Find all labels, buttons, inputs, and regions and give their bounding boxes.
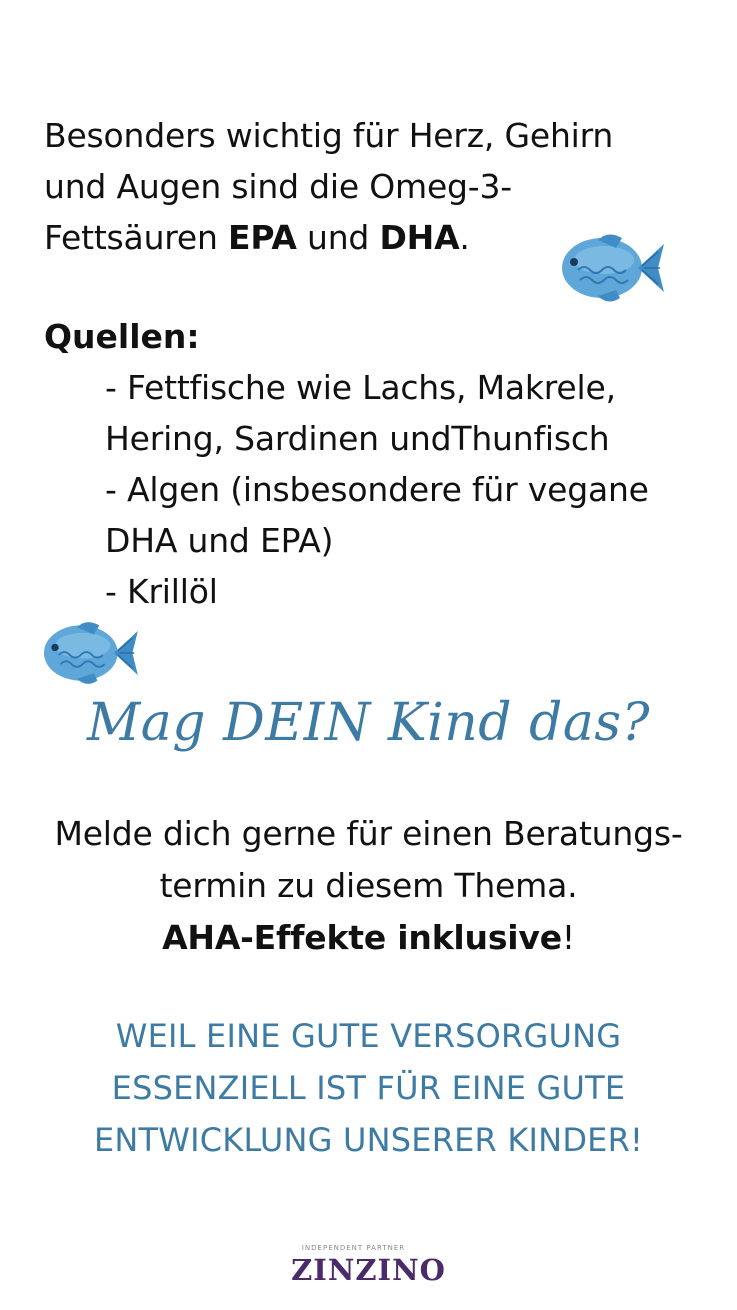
fish-icon [40, 618, 140, 688]
brand-logo [0, 1244, 737, 1287]
intro-period: . [459, 218, 470, 257]
epa-highlight: EPA [228, 218, 297, 257]
cta-exclaim: ! [561, 918, 575, 957]
call-to-action [0, 808, 737, 964]
intro-and: und [296, 218, 380, 257]
sources-heading: Quellen: [44, 317, 200, 356]
fish-icon [558, 230, 666, 306]
sources-item: DHA und EPA) [105, 521, 334, 560]
motto-line-2: ESSENZIELL IST FÜR EINE GUTE [111, 1069, 626, 1107]
sources-list [105, 362, 705, 617]
dha-highlight: DHA [379, 218, 460, 257]
sources-item: - Fettfische wie Lachs, Makrele, [105, 368, 616, 407]
motto-line-3: ENTWICKLUNG UNSERER KINDER! [93, 1121, 644, 1159]
brand-name: ZINZINO [291, 1253, 446, 1287]
cta-line-2: termin zu diesem Thema. [159, 866, 578, 905]
intro-line-2: und Augen sind die Omeg-3- [44, 167, 513, 206]
intro-line-1: Besonders wichtig für Herz, Gehirn [44, 116, 614, 155]
sources-item: - Algen (insbesondere für vegane [105, 470, 649, 509]
intro-line-3-prefix: Fettsäuren [44, 218, 229, 257]
cta-strong: AHA-Effekte inklusive [162, 918, 562, 957]
script-heading: Mag DEIN Kind das? [87, 693, 650, 753]
sources-item: - Krillöl [105, 572, 218, 611]
motto-line-1: WEIL EINE GUTE VERSORGUNG [115, 1017, 622, 1055]
cta-line-1: Melde dich gerne für einen Beratungs- [54, 814, 683, 853]
cta-line-3 [0, 912, 737, 964]
motto [0, 1010, 737, 1166]
sources-item: Hering, Sardinen undThunfisch [105, 419, 610, 458]
brand-tagline: INDEPENDENT PARTNER [301, 1244, 406, 1252]
